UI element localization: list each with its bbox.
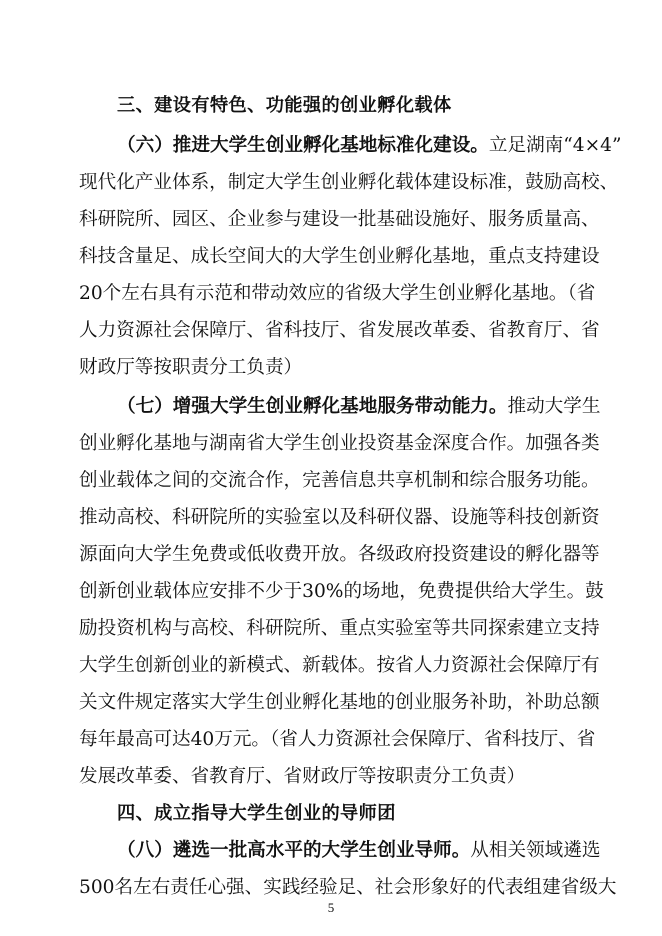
paragraph-7-line: 关文件规定落实大学生创业孵化基地的创业服务补助，补助总额 [79, 692, 600, 713]
item-7-line-1-rest: 推动大学生 [507, 396, 601, 417]
paragraph-8-line-1 [117, 834, 601, 868]
section-heading-3: 三、建设有特色、功能强的创业孵化载体 [117, 95, 452, 116]
paragraph-7-line: 每年最高可达40万元。（省人力资源社会保障厅、省科技厅、省 [79, 729, 596, 750]
page-number: 5 [327, 900, 335, 915]
paragraph-6-line-1 [117, 129, 622, 163]
paragraph-7-line: 推动高校、科研院所的实验室以及科研仪器、设施等科技创新资 [79, 507, 600, 528]
paragraph-8-line: 500名左右责任心强、实践经验足、社会形象好的代表组建省级大 [79, 877, 617, 898]
paragraph-7-line-1 [117, 390, 601, 424]
paragraph-7-line: 创新创业载体应安排不少于30%的场地，免费提供给大学生。鼓 [79, 581, 604, 602]
item-6-lead: （六）推进大学生创业孵化基地标准化建设。 [117, 135, 489, 156]
paragraph-6-line: 科技含量足、成长空间大的大学生创业孵化基地，重点支持建设 [79, 246, 600, 267]
paragraph-6-line: 现代化产业体系，制定大学生创业孵化载体建设标准，鼓励高校、 [79, 172, 619, 193]
paragraph-7-line: 大学生创新创业的新模式、新载体。按省人力资源社会保障厅有 [79, 655, 600, 676]
paragraph-7-line: 创业载体之间的交流合作，完善信息共享机制和综合服务功能。 [79, 470, 600, 491]
item-7-lead: （七）增强大学生创业孵化基地服务带动能力。 [117, 396, 508, 417]
paragraph-7-line: 励投资机构与高校、科研院所、重点实验室等共同探索建立支持 [79, 618, 600, 639]
paragraph-6-line: 科研院所、园区、企业参与建设一批基础设施好、服务质量高、 [79, 209, 600, 230]
section-heading-4: 四、成立指导大学生创业的导师团 [117, 803, 396, 824]
paragraph-6-line-last: 财政厅等按职责分工负责） [79, 357, 303, 378]
paragraph-6-line: 20个左右具有示范和带动效应的省级大学生创业孵化基地。（省 [79, 283, 596, 304]
item-8-line-1-rest: 从相关领域遴选 [470, 840, 601, 861]
paragraph-7-line: 创业孵化基地与湖南省大学生创业投资基金深度合作。加强各类 [79, 433, 600, 454]
item-8-lead: （八）遴选一批高水平的大学生创业导师。 [117, 840, 471, 861]
paragraph-6-line: 人力资源社会保障厅、省科技厅、省发展改革委、省教育厅、省 [79, 320, 600, 341]
item-6-line-1-rest: 立足湖南“4×4” [488, 135, 622, 156]
paragraph-7-line-last: 发展改革委、省教育厅、省财政厅等按职责分工负责） [79, 766, 526, 787]
paragraph-7-line: 源面向大学生免费或低收费开放。各级政府投资建设的孵化器等 [79, 544, 600, 565]
